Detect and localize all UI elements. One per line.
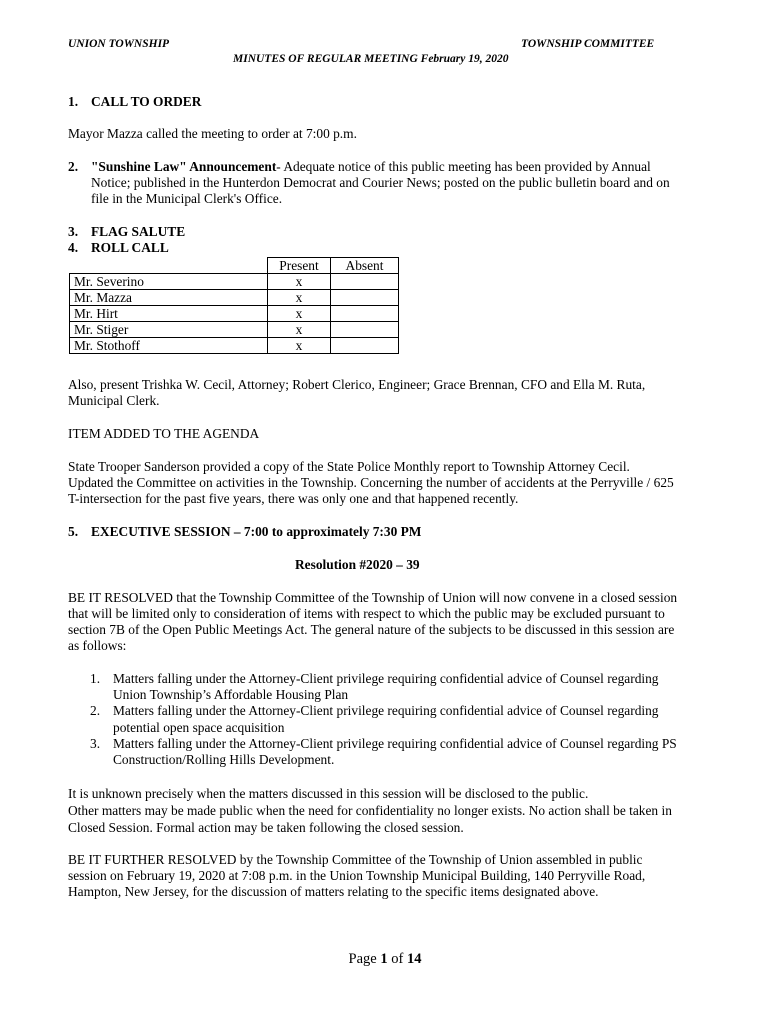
sunshine-line-1: "Sunshine Law" Announcement- Adequate notice of this public meeting has been provided by Annual xyxy=(91,159,651,174)
list-item-number: 2. xyxy=(90,703,101,718)
resolution-para2-line: Closed Session. Formal action may be taken following the closed session. xyxy=(68,820,464,835)
section-number: 4. xyxy=(68,240,79,255)
page-number: Page 1 of 14 xyxy=(348,951,422,967)
present-header: Present xyxy=(268,258,331,274)
item-added-line-3: T-intersection for the past five years, there was only one and that happened recently. xyxy=(68,491,519,506)
resolution-para3-line: BE IT FURTHER RESOLVED by the Township Committee of the Township of Union assembled in public xyxy=(68,852,643,867)
list-item-line-1: Matters falling under the Attorney-Client privilege requiring confidential advice of Counsel regarding xyxy=(113,703,659,718)
resolution-para3-line: session on February 19, 2020 at 7:08 p.m. in the Union Township Municipal Building, 140 Perryville Road, xyxy=(68,868,646,883)
item-added-line-1: State Trooper Sanderson provided a copy of the State Police Monthly report to Township Attorney Cecil. xyxy=(68,459,630,474)
member-absent xyxy=(331,338,399,354)
table-row xyxy=(70,338,399,354)
table-row xyxy=(70,322,399,338)
table-row xyxy=(70,274,399,290)
section-title: FLAG SALUTE xyxy=(91,224,186,239)
list-item-number: 3. xyxy=(90,736,101,751)
sunshine-line-2: Notice; published in the Hunterdon Democrat and Courier News; posted on the public bulletin board and on xyxy=(91,175,670,190)
member-absent xyxy=(331,306,399,322)
roll-call-table xyxy=(69,257,399,354)
item-added-title: ITEM ADDED TO THE AGENDA xyxy=(68,426,260,441)
section-title: EXECUTIVE SESSION – 7:00 to approximately 7:30 PM xyxy=(91,524,422,539)
resolution-para2-line: Other matters may be made public when the need for confidentiality no longer exists. No action shall be taken in xyxy=(68,803,672,818)
sunshine-line-3: file in the Municipal Clerk's Office. xyxy=(91,191,283,206)
header-left: UNION TOWNSHIP xyxy=(68,38,170,50)
member-absent xyxy=(331,290,399,306)
also-present-line-2: Municipal Clerk. xyxy=(68,393,160,408)
list-item-line-2: Construction/Rolling Hills Development. xyxy=(113,752,335,767)
member-present: x xyxy=(268,290,331,306)
member-name: Mr. Stiger xyxy=(70,322,268,338)
member-present: x xyxy=(268,306,331,322)
absent-header: Absent xyxy=(331,258,399,274)
section-title: CALL TO ORDER xyxy=(91,94,202,109)
section-number: 2. xyxy=(68,159,79,174)
resolution-title: Resolution #2020 – 39 xyxy=(295,557,420,572)
resolution-para1-line: that will be limited only to consideration of items with respect to which the public may be excluded pursuant to xyxy=(68,606,665,621)
member-present: x xyxy=(268,322,331,338)
resolution-para1-line: BE IT RESOLVED that the Township Committee of the Township of Union will now convene in a closed session xyxy=(68,590,678,605)
section-number: 5. xyxy=(68,524,79,539)
resolution-para1-line: as follows: xyxy=(68,638,127,653)
header-subtitle: MINUTES OF REGULAR MEETING February 19, 2020 xyxy=(233,53,509,65)
member-absent xyxy=(331,274,399,290)
also-present-line-1: Also, present Trishka W. Cecil, Attorney; Robert Clerico, Engineer; Grace Brennan, CFO and Ella M. Ruta, xyxy=(68,377,646,392)
list-item-line-1: Matters falling under the Attorney-Client privilege requiring confidential advice of Counsel regarding PS xyxy=(113,736,677,751)
resolution-para1-line: section 7B of the Open Public Meetings Act. The general nature of the subjects to be discussed in this session are xyxy=(68,622,675,637)
table-row xyxy=(70,290,399,306)
section-title: ROLL CALL xyxy=(91,240,169,255)
resolution-para3-line: Hampton, New Jersey, for the discussion of matters relating to the specific items designated above. xyxy=(68,884,599,899)
list-item-line-1: Matters falling under the Attorney-Client privilege requiring confidential advice of Counsel regarding xyxy=(113,671,659,686)
table-row xyxy=(70,306,399,322)
sunshine-title: "Sunshine Law" Announcement xyxy=(91,159,277,174)
table-corner xyxy=(70,258,268,274)
table-header-row xyxy=(70,258,399,274)
member-absent xyxy=(331,322,399,338)
list-item-line-2: potential open space acquisition xyxy=(113,720,285,735)
page-footer xyxy=(0,951,770,968)
header-right: TOWNSHIP COMMITTEE xyxy=(521,38,655,50)
member-name: Mr. Severino xyxy=(70,274,268,290)
call-to-order-text: Mayor Mazza called the meeting to order at 7:00 p.m. xyxy=(68,126,357,141)
member-present: x xyxy=(268,274,331,290)
section-number: 3. xyxy=(68,224,79,239)
list-item-line-2: Union Township’s Affordable Housing Plan xyxy=(113,687,349,702)
list-item-number: 1. xyxy=(90,671,101,686)
section-number: 1. xyxy=(68,94,79,109)
item-added-line-2: Updated the Committee on activities in the Township. Concerning the number of accidents at the Perryville / 625 xyxy=(68,475,674,490)
member-present: x xyxy=(268,338,331,354)
member-name: Mr. Stothoff xyxy=(70,338,268,354)
member-name: Mr. Hirt xyxy=(70,306,268,322)
resolution-para2-line: It is unknown precisely when the matters discussed in this session will be disclosed to the public. xyxy=(68,786,589,801)
member-name: Mr. Mazza xyxy=(70,290,268,306)
